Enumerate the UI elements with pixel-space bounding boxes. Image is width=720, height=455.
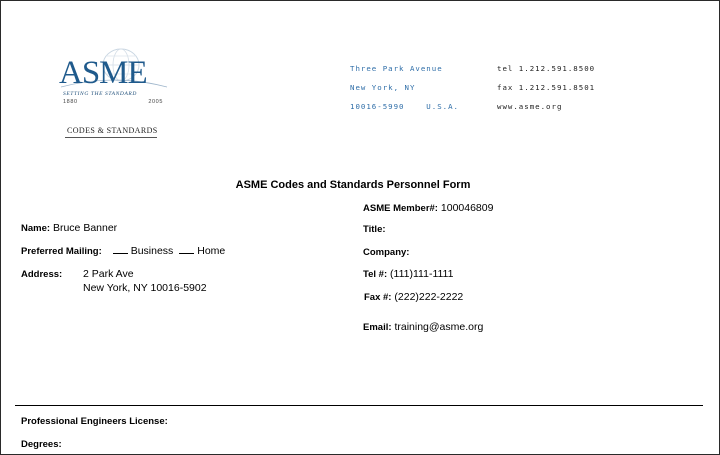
member-number-field: [363, 202, 493, 214]
degrees-field: [21, 438, 62, 450]
fax-label: Fax #:: [364, 292, 392, 303]
section-divider: [15, 405, 703, 406]
tel-value: (111)111-1111: [390, 268, 454, 280]
company-label: Company:: [363, 247, 410, 258]
logo-year-start: 1880: [63, 99, 78, 105]
address-line-1: Three Park Avenue: [350, 64, 443, 73]
preferred-mailing-field: [21, 245, 225, 257]
letterhead-address: [350, 59, 459, 116]
member-number-label: ASME Member#:: [363, 203, 438, 214]
fax-field: [364, 291, 463, 303]
email-label: Email:: [363, 322, 392, 333]
email-value: training@asme.org: [394, 321, 484, 333]
title-label: Title:: [363, 224, 386, 235]
address-value-line-1: 2 Park Ave: [83, 268, 134, 280]
letterhead-tel: tel 1.212.591.8500: [497, 64, 596, 73]
letterhead-contact: [497, 59, 595, 116]
address-value-line-2: New York, NY 10016-5902: [83, 282, 207, 294]
pe-license-label: Professional Engineers License:: [21, 416, 168, 427]
business-blank: [113, 245, 128, 254]
address-line-3: 10016-5990 U.S.A.: [350, 102, 459, 111]
form-title: ASME Codes and Standards Personnel Form: [235, 179, 471, 191]
preferred-mailing-label: Preferred Mailing:: [21, 246, 102, 257]
home-blank: [179, 245, 194, 254]
logo-wordmark: ASME: [59, 55, 147, 91]
address-line-2: New York, NY: [350, 83, 416, 92]
address-field: [21, 268, 62, 280]
mailing-option-home: Home: [197, 245, 226, 257]
title-field: [363, 223, 386, 235]
fax-value: (222)222-2222: [394, 291, 464, 303]
mailing-option-business: Business: [130, 245, 174, 257]
asme-logo: [59, 43, 169, 143]
name-label: Name:: [21, 223, 51, 234]
degrees-label: Degrees:: [21, 439, 62, 450]
letterhead-fax: fax 1.212.591.8501: [497, 83, 596, 92]
logo-tagline: SETTING THE STANDARD: [63, 91, 137, 97]
logo-year-end: 2005: [148, 99, 163, 105]
letterhead-web: www.asme.org: [497, 102, 563, 111]
member-number-value: 100046809: [440, 202, 494, 214]
name-field: [21, 222, 117, 234]
pe-license-field: [21, 415, 168, 427]
address-label: Address:: [21, 269, 63, 280]
logo-division: CODES & STANDARDS: [67, 126, 158, 135]
tel-field: [363, 268, 453, 280]
email-field: [363, 321, 483, 333]
tel-label: Tel #:: [363, 269, 388, 280]
name-value: Bruce Banner: [52, 222, 118, 234]
company-field: [363, 246, 409, 258]
address-value: [83, 267, 207, 295]
logo-underline: [65, 137, 157, 138]
